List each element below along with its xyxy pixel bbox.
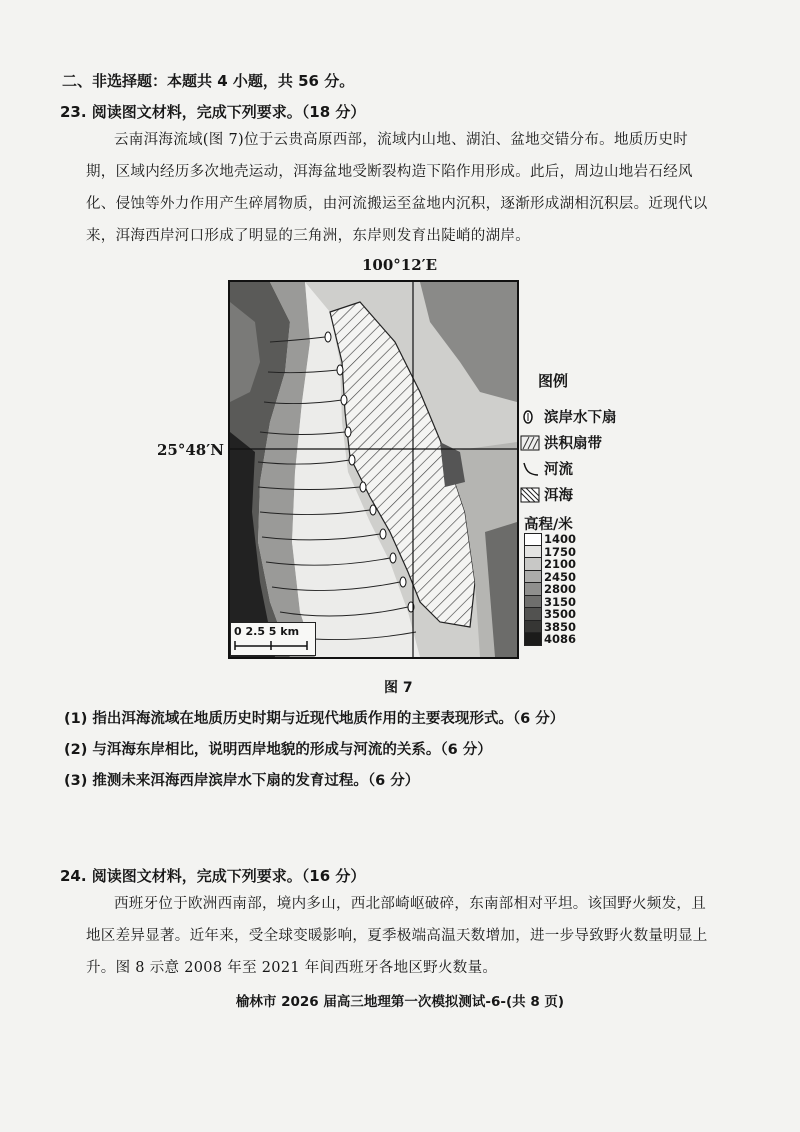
elevation-swatch [524, 621, 542, 634]
elevation-colorbar [524, 533, 542, 646]
elevation-label: 1400 [544, 532, 577, 546]
map-svg [230, 282, 517, 657]
erhai-map [228, 280, 519, 659]
legend-label: 滨岸水下扇 [544, 410, 617, 426]
material-line: 西班牙位于欧洲西南部，境内多山，西北部崎岖破碎，东南部相对平坦。该国野火频发，且 [114, 896, 706, 912]
elevation-swatch [524, 583, 542, 596]
elevation-swatch [524, 558, 542, 571]
elevation-label: 2800 [544, 582, 577, 596]
legend-item [520, 406, 617, 427]
longitude-label: 100°12′E [362, 256, 438, 274]
scale-line-icon [231, 640, 315, 654]
material-line: 升。图 8 示意 2008 年至 2021 年间西班牙各地区野火数量。 [86, 960, 498, 976]
elevation-labels [544, 533, 576, 646]
elevation-label: 2100 [544, 557, 577, 571]
elevation-swatch [524, 533, 542, 546]
question-24-material [86, 888, 708, 984]
legend-item [520, 484, 573, 505]
elevation-swatch [524, 608, 542, 621]
sub-question-2: (2) 与洱海东岸相比，说明西岸地貌的形成与河流的关系。（6 分） [64, 742, 492, 758]
question-24-title: 24. 阅读图文材料，完成下列要求。（16 分） [60, 867, 366, 885]
elevation-label: 2450 [544, 569, 577, 584]
elevation-swatch [524, 633, 542, 646]
page-footer: 榆林市 2026 届高三地理第一次模拟测试-6-(共 8 页) [235, 994, 565, 1010]
elevation-swatch [524, 546, 542, 559]
sub-question-3: (3) 推测未来洱海西岸滨岸水下扇的发育过程。（6 分） [64, 773, 420, 789]
sub-question-1: (1) 指出洱海流域在地质历史时期与近现代地质作用的主要表现形式。（6 分） [64, 711, 565, 727]
section-title: 二、非选择题：本题共 4 小题，共 56 分。 [62, 72, 355, 90]
question-23-title: 23. 阅读图文材料，完成下列要求。（18 分） [60, 103, 366, 121]
latitude-label: 25°48′N [157, 441, 224, 459]
legend-item [520, 458, 573, 479]
elevation-label: 3150 [544, 594, 577, 609]
legend-label: 洱海 [544, 488, 573, 504]
material-line: 来，洱海西岸河口形成了明显的三角洲，东岸则发育出陡峭的湖岸。 [86, 228, 530, 244]
elevation-label: 3850 [544, 619, 577, 634]
legend-label: 河流 [544, 462, 573, 478]
material-line: 地区差异显著。近年来，受全球变暖影响，夏季极端高温天数增加，进一步导致野火数量明显上 [86, 928, 708, 944]
legend-title: 图例 [538, 372, 569, 390]
material-line: 期，区域内经历多次地壳运动，洱海盆地受断裂构造下陷作用形成。此后，周边山地岩石经风 [86, 164, 693, 180]
material-line: 化、侵蚀等外力作用产生碎屑物质，由河流搬运至盆地内沉积，逐渐形成湖相沉积层。近现代以 [86, 196, 708, 212]
elevation-label: 3500 [544, 607, 577, 621]
material-line: 云南洱海流域(图 7)位于云贵高原西部，流域内山地、湖泊、盆地交错分布。地质历史时 [114, 132, 688, 148]
hatch-band-icon [520, 435, 540, 451]
river-icon [520, 461, 540, 477]
scale-text: 0 2.5 5 km [234, 625, 300, 638]
elevation-swatch [524, 596, 542, 609]
question-23-material [86, 124, 708, 252]
elevation-swatch [524, 571, 542, 584]
elevation-label: 4086 [544, 632, 577, 646]
scale-bar [230, 622, 316, 656]
fan-symbol-icon [520, 409, 540, 425]
elevation-label: 1750 [544, 544, 577, 559]
legend-item [520, 432, 602, 453]
figure-caption: 图 7 [384, 680, 413, 696]
lake-hatch-icon [520, 487, 540, 503]
legend-label: 洪积扇带 [544, 436, 602, 452]
elevation-title: 高程/米 [524, 517, 573, 533]
